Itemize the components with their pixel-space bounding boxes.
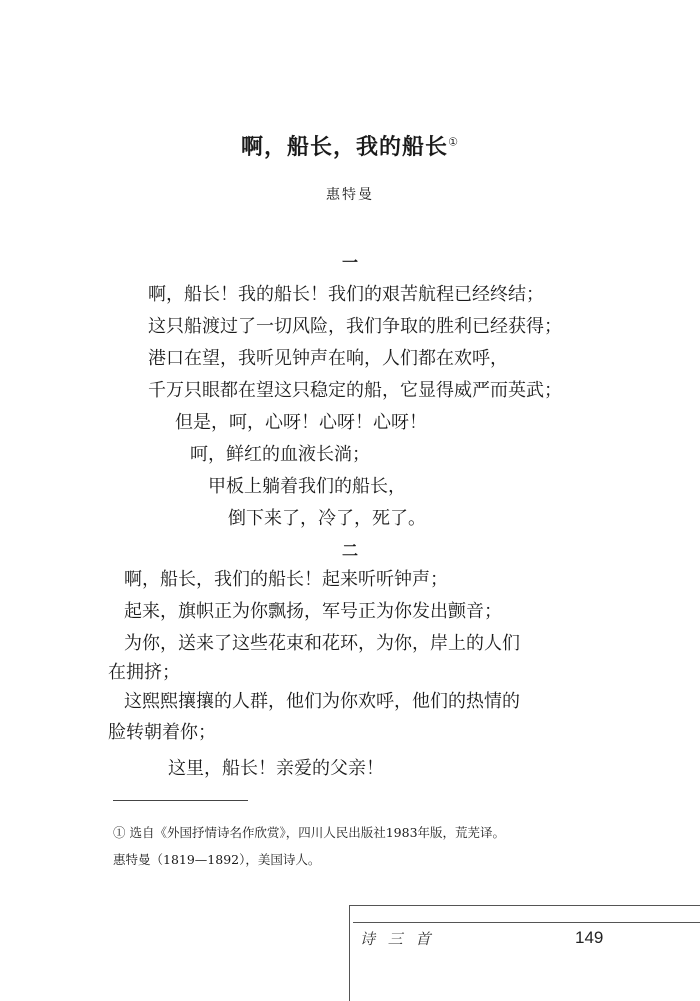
poem-line: 这里，船长！亲爱的父亲！ (168, 758, 384, 779)
footnote-marker: ① (448, 135, 459, 149)
poem-line: 这只船渡过了一切风险，我们争取的胜利已经获得； (148, 316, 562, 337)
poem-line: 这熙熙攘攘的人群，他们为你欢呼，他们的热情的 (124, 691, 520, 712)
chapter-title: 诗 三 首 (360, 930, 435, 948)
poem-line: 在拥挤； (108, 662, 180, 683)
footer-frame (349, 905, 700, 1001)
page-number: 149 (575, 928, 604, 947)
poem-line: 呵，鲜红的血液长淌； (190, 444, 370, 465)
poem-line: 甲板上躺着我们的船长， (208, 476, 406, 497)
poem-line: 啊，船长！我的船长！我们的艰苦航程已经终结； (148, 284, 544, 305)
poem-title (0, 130, 700, 161)
footnote-divider (113, 800, 248, 801)
poem-line: 脸转朝着你； (108, 722, 216, 743)
poem-title-text: 啊，船长，我的船长 (241, 134, 449, 160)
footnote-line: ① 选自《外国抒情诗名作欣赏》，四川人民出版社1983年版，荒芜译。 (113, 825, 506, 840)
section-mark-2: 二 (341, 541, 358, 560)
poem-line: 倒下来了，冷了，死了。 (228, 508, 426, 529)
poem-line: 为你，送来了这些花束和花环，为你，岸上的人们 (124, 633, 520, 654)
poem-line: 啊，船长，我们的船长！起来听听钟声； (124, 569, 448, 590)
footer-rule (353, 922, 700, 923)
poem-line: 但是，呵，心呀！心呀！心呀！ (175, 412, 427, 433)
poem-line: 千万只眼都在望这只稳定的船，它显得威严而英武； (148, 380, 562, 401)
section-mark-1: 一 (341, 253, 358, 272)
poem-line: 起来，旗帜正为你飘扬，军号正为你发出颤音； (124, 601, 502, 622)
poem-line: 港口在望，我听见钟声在响，人们都在欢呼， (148, 348, 508, 369)
poem-author: 惠特曼 (326, 187, 374, 203)
footnote-line: 惠特曼（1819—1892），美国诗人。 (113, 852, 321, 867)
